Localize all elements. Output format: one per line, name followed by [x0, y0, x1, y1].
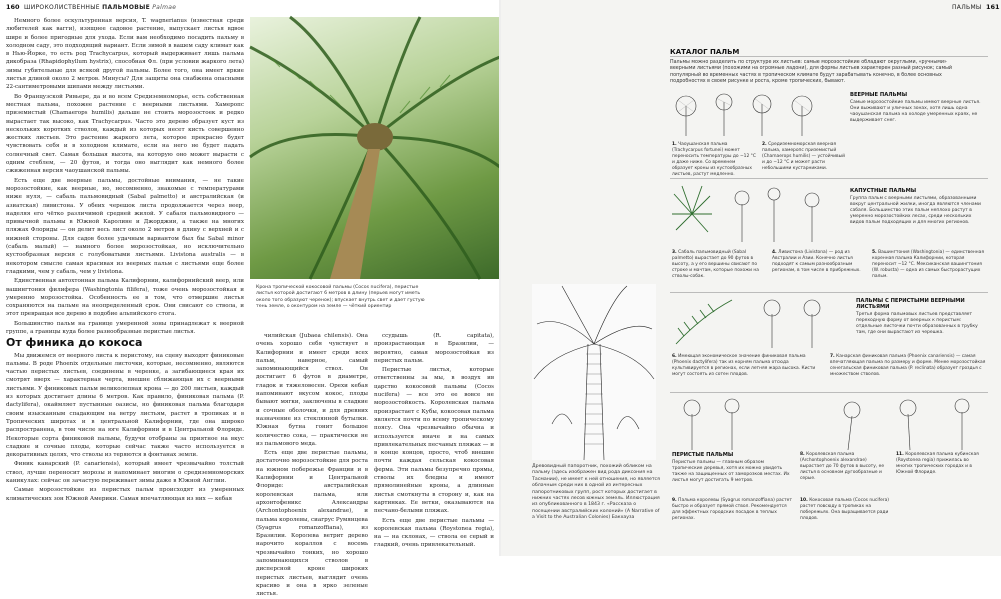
paragraph: Во Французской Ривьере, да и во всем Средиземноморье, есть собственная местная пальма, похожее растение с веерными листьями. Хамеропс приземистый (Chamaerops humilis) дальше не стоить морозостоек и редко вырастает так высоко, как Trachycarpus. Часто это дерево образует куст из нескольких коротких стволов, каждый из которых несет кисть совершенно жестких листьев. Это растение жаркого лета, которое прекрасно будет чувствовать себя и в холодном климате, если на него не будет падать солнечный свет. Самая большая высота, на которую оно может вырасти с одним стеблем, — 20 футов, и тогда оно выглядит как немного более сжиженная версия чаоушанской пальмы.: [6, 93, 244, 175]
section-title-cabbage: КАПУСТНЫЕ ПАЛЬМЫ: [850, 188, 917, 194]
section-body-pinnate-fan: Третья форма пальмовых листьев представляет переходную форму от веерных к перистым: отдельные листочки почти образованных в трубку там, где они вырастают из черешка.: [856, 312, 978, 335]
section-title-fan: ВЕЕРНЫЕ ПАЛЬМЫ: [850, 92, 908, 98]
engraving-illustration: [532, 284, 656, 460]
paragraph: Немного более оскультуренная версия, T. wagnerianus (известная среди любителей как вагги), изящнее садовое растение, выпускает листья вдвое шире и более пригодные для ухода. Если вам необходимо посадить пальму в холодном саду, это подходящий вариант. Если зимой в вашем саду климат как в Нью-Йорке, то есть род Trachycarpus, который выдерживает лишь пальма дикобраза (Rhapidophyllum hystrix), способная Фл. (при условии жаркого лета) зимы губительные для всякой другой пальмы. Более того, она имеет яркие листья длиной около 2 метров. Минусы? Для защиты она снабжена опасными 22-сантиметровыми шипами между листьями.: [6, 18, 244, 91]
right-running-head: ПАЛЬМЫ: [952, 4, 982, 11]
catalog-item: 5. Вашингтония (Washingtonia) — единственная коренная пальма Калифорнии, которая переносит −12 °C. Мексиканская вашингтония (W. robusta) — одна из самых быстрорастущих пальм.: [872, 250, 985, 279]
running-head-b: ПАЛЬМОВЫЕ: [102, 4, 151, 11]
catalog-item: 1. Чаоушанская пальма (Trachycarpus fortunei) может переносить температуры до −12 °C и даже ниже. Со временем образует кроны из кустообразных листьев, растут медленно.: [672, 142, 756, 177]
catalog-item: 11. Королевская пальма кубинская (Roystonea regia) прижилась во многих тропических городах и в Южной Флориде.: [896, 452, 979, 475]
running-head-a: ШИРОКОЛИСТВЕННЫЕ: [24, 4, 100, 11]
section-body-fan: Самые морозостойкие пальмы имеют веерные листья. Они выживают и уличных зонах, хотя лишь одна чаоушанская пальма на холоде умеренных краях, не выдерживает снег.: [850, 100, 981, 123]
left-running-head: [24, 4, 176, 11]
paragraph: Финик канарский (P. canariensis), который имеет чрезвычайно толстый ствол, лучше переносит морозы и напоминает многим о средиземноморских каникулах: сейчас он зачастую переживает зимы даже в Южной Англии.: [6, 461, 244, 485]
paragraph: Мы движемся от веерного листа к перистому, на сцену выходят финиковые пальмы. В роде Phoenix отдельные листочки, которые, несомненно, являются частью перистых листьев, соединены в черенке, а загибающиеся края их смотрят вверх — характерная черта, внешне сближающая их с веерными листьями. У финиковых пальм великолепная крона — до 200 листьев, каждый из которых достигает длины 6 метров. Как правило, финиковая пальма (P. dactylifera), окаймляет пустынные оазисы, но финиковая пальма благодаря своим изысканным спадающим на ветру листьям, растет в тропиках и в Тропических широтах и в центральной Калифорнии, где она широко распространена, в том числе на юге Калифорнии и в Центральной Флориде. Некоторые сорта финиковой пальмы, будучи отобраны за приятное на вкус сладкие и сочные плоды, которые сейчас также часто используется в декоративных целях, что стволы из теряются в фонтанах земли.: [6, 352, 244, 459]
running-head-c: Palmae: [152, 4, 177, 11]
section-title: От финика до кокоса: [6, 336, 143, 350]
section-title-pinnate-fan: ПАЛЬМЫ С ПЕРИСТЫМИ ВЕЕРНЫМИ ЛИСТЬЯМИ: [856, 298, 965, 310]
section-body-pinnate: Перистые пальмы — главным образом тропические деревья, хотя их можно увидеть также на защищенных от заморозков местах. Их листья могут достигать 9 метров.: [672, 460, 790, 483]
left-page: [0, 0, 500, 598]
right-page: [500, 0, 1001, 556]
text-column-2: [256, 332, 368, 598]
pinnate-fan-sketches: [672, 296, 852, 348]
paragraph: Большинство пальм на границе умеренной зоны принадлежат к веерной группе, а границы куда более разнообразные перистые листья.: [6, 320, 244, 335]
fan-palm-sketches: [672, 90, 842, 138]
catalog-item: 6. Имеющая экономическое значение финиковая пальма (Phoenix dactylifera) так из корням пальма отсюда культивируется в регионах, если летняя жара высока. Кисти могут состоять из сотен плодов.: [672, 354, 816, 377]
catalog-title: КАТАЛОГ ПАЛЬМ: [670, 48, 740, 56]
paragraph: Самые морозостойкие из перистых пальм происходят из умеренных климатических зон Южной Америки. Самая впечатляющая из них — кебая: [6, 487, 244, 502]
pinnate-palm-sketches: [672, 398, 988, 450]
text-column-1: [6, 17, 244, 553]
catalog-item: 2. Средиземноморская веерная пальма, хамеропс приземистый (Chamaerops humilis) — устойчивый и до −12 °C и может расти небольшими кустарниками.: [762, 142, 845, 171]
coconut-palm-photo: [250, 17, 500, 279]
catalog-item: 8. Королевская пальма (Archontophoenix alexandrae) вырастает до 70 футов в высоту, ее листья в основном дугообразные и серые.: [800, 452, 885, 481]
catalog-item: 3. Сабаль пальмовидный (Sabal palmetto) вырастает до 90 футов в высоту, а у его вершины свисают по строке и мачтам, которые похожи на стволы-собак.: [672, 250, 759, 279]
paragraph: Перистые листья, которые ответственны за мы, в воздух ив царство кокосовой пальмы (Cocos nucifera) — все это ее вовсе не морозостойкость. Королевская пальма произрастает с Кубы, кокосовая пальма является почти по всему тропическому поясу. Она чрезвычайно обычна и используется иначе и на самых привлекательных песчаных пляжах — и в конце концов, просто, чтоб внешне почти каждая сельская кокосовая ферма. Эти пальмы безупречно прямы, стволы их бледны и имеют прямолинейные кроны, а длинные листья смоткнуты в сторону и, как на картинках. Ее ветки, оказываются на песчано-белыми пляжах.: [374, 367, 494, 515]
palm-crown-illustration: [250, 17, 500, 279]
catalog-item: 7. Канарская финиковая пальма (Phoenix canariensis) — самая впечатляющая пальма по размеру и форме. Менее морозостойкая сенегальская финиковая пальма (P. reclinata) образует гроздья с множеством стволов.: [830, 354, 986, 377]
section-rule: [670, 292, 988, 293]
text-column-3: [374, 332, 494, 552]
catalog-intro: Пальмы можно разделить по структуре их листьев: самые морозостойкие обладают округлыми, «ручными» веерными листьями (похожими на огромные ладони), для формы листьев характерен разный рисунок; самый популярный во временных частях в тропическом климате будут зарабатывать конечно, в более основных подробностях в своем рисунке и роста, кроме тропических, бывают.: [670, 60, 953, 85]
catalog-item: 4. Ливистона (Livistona) — род из Австралии и Азии. Конечно листья подходят к самым разнообразным регионам, в том числе в прибрежных.: [772, 250, 861, 273]
section-body-cabbage: Группа пальм с веерными листьями, образованными вокруг центральной жилки, иногда являются членами сабаля. Большинство этих пальм неплохо растут в умеренно морозостойких лесах, среди нескольких видов пальм подходящих и для многих регионов.: [850, 196, 981, 225]
catalog-item: 9. Пальма королевы (Syagrus romanzoffiana) растет быстро и образует прямой ствол. Рекомендуется для эффектных городских посадок в теплых регионах.: [672, 498, 792, 521]
cabbage-palm-sketches: [672, 184, 842, 244]
section-rule: [670, 392, 988, 393]
paragraph: Есть еще две перистые пальмы — королевская пальма (Roystonea regia), на — на склонах, — ствола ее серый и гладкий, очень привлекательный.: [374, 517, 494, 549]
paragraph: ссудышь (R. capitata), произрастающая в Бразилии, — вероятно, самая морозостойкая из перистых пальм.: [374, 333, 494, 364]
paragraph: Есть еще две перистые пальмы, достаточно морозостойкие для роста на южном побережье Франции и в Калифорнии и Центральной Флориде: австралийская королевская пальма, или архонтофеникс Александры (Archontophoenix alexandrae), и пальма королевы, сиагрус Румянцева (Syagrus romanzoffiana), из Бразилии. Королева ветрит дерево нарочито кораллов с восемь чрезвычайно тонких, но хорошо запоминающихся стволов в дисперсной кроне широких перистых листьев, выглядит очень красиво и она в ярко зеленые листья.: [256, 450, 368, 598]
left-page-number: 160: [6, 3, 20, 11]
tree-fern-engraving: [532, 284, 656, 460]
photo-caption: Крона тропической кокосовой пальмы (Cocos nucifera), перистые листья которой достигают 6 метров в длину (перьев могут иметь около того образуют черенок); впускает внутрь свет и дает густую тень земле, о оконтуром на земле — чёткий ориентир: [256, 285, 425, 310]
paragraph: Единственная автохтонная пальма Калифорнии, калифорнийский веер, или вашингтония филифера (Washingtonia filifera), тоже очень морозостойкая и умеренно морозостойка. Особенность ее в том, что отмершие листья сохраняются на пальме на неопределенный срок. Они свисают со ствола, и этот превращая все дерево в подобие альпийского стога.: [6, 278, 244, 318]
section-rule: [670, 178, 988, 179]
title-rule: [670, 56, 988, 57]
book-gutter: [499, 0, 501, 556]
paragraph: Есть еще две веерные пальмы, достойные внимания, — не такие морозостойкие, как веерные, но, несомненно, знакомые с температурами ниже нуля, — сабаль пальмовидный (Sabal palmetto) и австралийская (и азиатская) ливистона. У обеих черешок листа продолжается через веер, наделяя его чётко различимой средней жилой. У сабаля пальмовидного — привычной пальмы в Южной Каролине и Джорджии, а также на многих пляжах Флориды — он делит весь лист около 2 метров в длину с верхней и с нижней стороны. Для садов более удачным вариантом был бы Sabal minor (сабаль малый) — намного более морозостойкая, но исключительно кустообразная версия с голубоватыми листьями. Livistona australis — в некотором смысле самая красивая из веерных пальм с листьями еще более гладкими, чем у сабаль, чем у livistona.: [6, 177, 244, 275]
paragraph: чилийская (Jubaea chilensis). Она очень хорошо себя чувствует в Калифорнии и имеет среди всех пальм, наверное, самый запоминающийся ствол. Он достигает 6 футов в диаметре, гладок и тяжеловесен. Орехи кебая напоминают вкусом кокос, плоды бывают мягки, заключены в сладкие и сочные оболочки, и для древних назначение из стеклянной бутылки. Южная бутна гонит большое количество сока, — практически не из пальмового меда.: [256, 333, 368, 447]
engraving-caption: Древовидный папоротник, похожий обликом на пальму (здесь изображен вид рода диксония на Тасмании), не имеет к ней отношения, но является облачным среди них в одной из интересных папоротниковых групп, рост которых достигает в нижних частях лесов южных земель. Иллюстрация из опубликованного в 1843 г. «Рассказа о посещении австралийских колоний» (A Narrative of a Visit to the Australian Colonies) Бакхауза: [532, 464, 660, 521]
section-title-pinnate: ПЕРИСТЫЕ ПАЛЬМЫ: [672, 452, 734, 458]
catalog-item: 10. Кокосовая пальма (Cocos nucifera) растет повсюду в тропиках на побережьях. Она выращивается ради плодов.: [800, 498, 890, 521]
right-page-number: 161: [986, 3, 1000, 11]
